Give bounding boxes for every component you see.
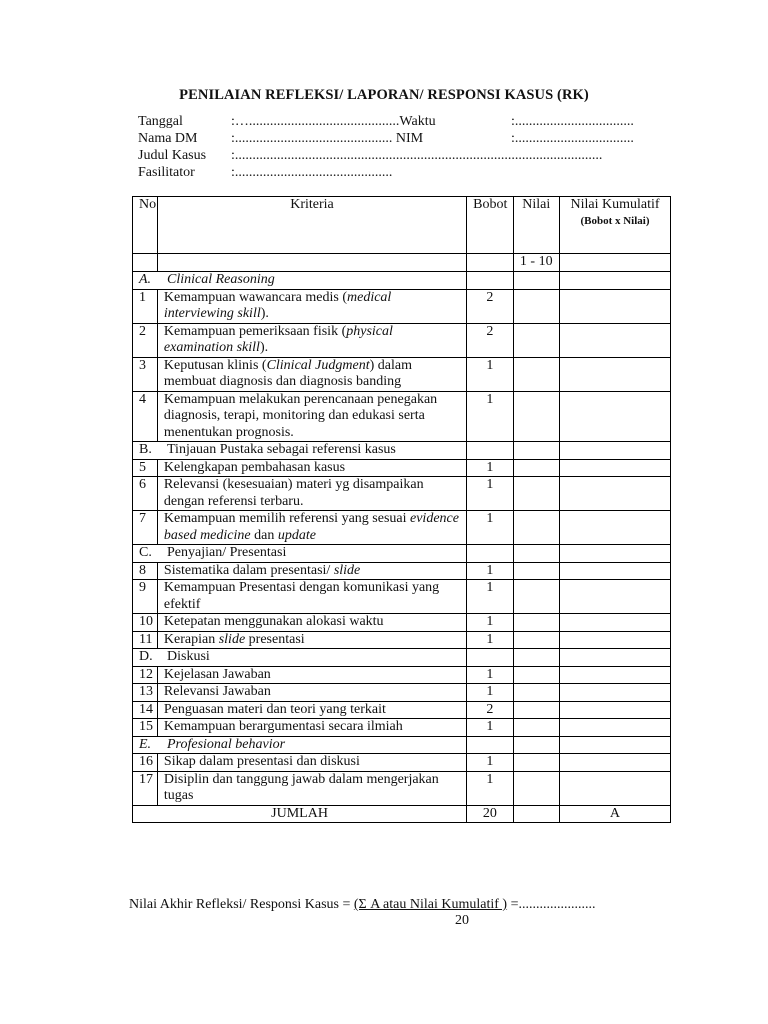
row-nilai-cell[interactable] bbox=[513, 391, 559, 442]
row-no: 9 bbox=[133, 580, 158, 614]
row-kriteria: Sistematika dalam presentasi/ slide bbox=[157, 562, 466, 580]
nama-label: Nama DM bbox=[138, 131, 198, 146]
row-kumulatif-cell[interactable] bbox=[559, 459, 670, 477]
row-kriteria: Kemampuan wawancara medis (medical interviewing skill). bbox=[157, 289, 466, 323]
row-no: 16 bbox=[133, 754, 158, 772]
row-kumulatif-cell[interactable] bbox=[559, 289, 670, 323]
range-cell-empty bbox=[157, 254, 466, 272]
table-row bbox=[133, 666, 671, 684]
assessment-table bbox=[132, 196, 671, 823]
fasilitator-field: :............................................. bbox=[231, 165, 393, 180]
row-bobot: 1 bbox=[467, 357, 513, 391]
nama-field: :............................................. NIM bbox=[231, 131, 424, 146]
row-nilai-cell[interactable] bbox=[513, 459, 559, 477]
row-bobot: 1 bbox=[467, 562, 513, 580]
range-cell-empty bbox=[133, 254, 158, 272]
row-kriteria: Disiplin dan tanggung jawab dalam mengerjakan tugas bbox=[157, 771, 466, 805]
row-kumulatif-cell[interactable] bbox=[559, 477, 670, 511]
table-row bbox=[133, 684, 671, 702]
row-nilai-cell[interactable] bbox=[513, 754, 559, 772]
row-kriteria: Relevansi (kesesuaian) materi yg disampaikan dengan referensi terbaru. bbox=[157, 477, 466, 511]
row-kumulatif-cell[interactable] bbox=[559, 771, 670, 805]
row-bobot: 1 bbox=[467, 614, 513, 632]
fasilitator-label: Fasilitator bbox=[138, 165, 195, 180]
header-kriteria: Kriteria bbox=[157, 197, 466, 254]
row-kriteria: Ketepatan menggunakan alokasi waktu bbox=[157, 614, 466, 632]
total-bobot: 20 bbox=[467, 805, 513, 823]
row-no: 17 bbox=[133, 771, 158, 805]
row-nilai-cell[interactable] bbox=[513, 562, 559, 580]
section-b-title: B. Tinjauan Pustaka sebagai referensi kasus bbox=[133, 442, 467, 460]
row-no: 11 bbox=[133, 631, 158, 649]
row-bobot: 1 bbox=[467, 771, 513, 805]
row-kumulatif-cell[interactable] bbox=[559, 666, 670, 684]
row-kriteria: Kemampuan berargumentasi secara ilmiah bbox=[157, 719, 466, 737]
table-row bbox=[133, 391, 671, 442]
section-e-title: E. Profesional behavior bbox=[133, 736, 467, 754]
total-kumulatif: A bbox=[559, 805, 670, 823]
row-bobot: 1 bbox=[467, 511, 513, 545]
table-row bbox=[133, 459, 671, 477]
table-row bbox=[133, 719, 671, 737]
fasilitator-row bbox=[138, 164, 658, 181]
row-no: 2 bbox=[133, 323, 158, 357]
table-row bbox=[133, 562, 671, 580]
table-row bbox=[133, 357, 671, 391]
row-nilai-cell[interactable] bbox=[513, 684, 559, 702]
final-score-numerator: (Σ A atau Nilai Kumulatif ) bbox=[353, 897, 508, 912]
total-row bbox=[133, 805, 671, 823]
row-kumulatif-cell[interactable] bbox=[559, 323, 670, 357]
table-header-row bbox=[133, 197, 671, 254]
header-nilai-kumulatif-sub: (Bobot x Nilai) bbox=[580, 214, 650, 227]
row-kumulatif-cell[interactable] bbox=[559, 580, 670, 614]
row-bobot: 1 bbox=[467, 666, 513, 684]
row-kumulatif-cell[interactable] bbox=[559, 614, 670, 632]
row-kumulatif-cell[interactable] bbox=[559, 357, 670, 391]
header-no: No bbox=[133, 197, 158, 254]
row-no: 13 bbox=[133, 684, 158, 702]
row-no: 6 bbox=[133, 477, 158, 511]
row-bobot: 1 bbox=[467, 631, 513, 649]
table-row bbox=[133, 511, 671, 545]
header-bobot: Bobot bbox=[467, 197, 513, 254]
row-bobot: 1 bbox=[467, 391, 513, 442]
row-kriteria: Relevansi Jawaban bbox=[157, 684, 466, 702]
table-row bbox=[133, 323, 671, 357]
judul-label: Judul Kasus bbox=[138, 148, 207, 163]
table-row bbox=[133, 477, 671, 511]
row-bobot: 1 bbox=[467, 477, 513, 511]
row-no: 10 bbox=[133, 614, 158, 632]
header-nilai: Nilai bbox=[513, 197, 559, 254]
row-kumulatif-cell[interactable] bbox=[559, 511, 670, 545]
row-nilai-cell[interactable] bbox=[513, 631, 559, 649]
row-bobot: 1 bbox=[467, 580, 513, 614]
row-kriteria: Kerapian slide presentasi bbox=[157, 631, 466, 649]
table-row bbox=[133, 580, 671, 614]
row-bobot: 2 bbox=[467, 289, 513, 323]
tanggal-field: :…...........................................Waktu bbox=[231, 114, 436, 129]
row-nilai-cell[interactable] bbox=[513, 666, 559, 684]
row-no: 8 bbox=[133, 562, 158, 580]
row-kriteria: Kemampuan melakukan perencanaan penegakan diagnosis, terapi, monitoring dan edukasi serta menentukan prognosis. bbox=[157, 391, 466, 442]
final-score-prefix: Nilai Akhir Refleksi/ Responsi Kasus = bbox=[129, 897, 354, 912]
row-bobot: 2 bbox=[467, 323, 513, 357]
row-no: 12 bbox=[133, 666, 158, 684]
row-nilai-cell[interactable] bbox=[513, 289, 559, 323]
row-kumulatif-cell[interactable] bbox=[559, 684, 670, 702]
row-no: 7 bbox=[133, 511, 158, 545]
section-row-d bbox=[133, 649, 671, 667]
judul-row bbox=[138, 147, 658, 164]
row-bobot: 1 bbox=[467, 684, 513, 702]
waktu-field: :.................................. bbox=[511, 114, 634, 129]
total-label: JUMLAH bbox=[133, 805, 467, 823]
row-no: 15 bbox=[133, 719, 158, 737]
section-row-b bbox=[133, 442, 671, 460]
row-kumulatif-cell[interactable] bbox=[559, 391, 670, 442]
document-title: PENILAIAN REFLEKSI/ LAPORAN/ RESPONSI KASUS (RK) bbox=[179, 87, 589, 103]
row-no: 3 bbox=[133, 357, 158, 391]
final-score-denominator: 20 bbox=[455, 913, 469, 928]
row-bobot: 1 bbox=[467, 754, 513, 772]
row-bobot: 1 bbox=[467, 459, 513, 477]
section-row-e bbox=[133, 736, 671, 754]
table-row bbox=[133, 631, 671, 649]
range-cell-empty bbox=[559, 254, 670, 272]
judul-field: :......................................................................................................... bbox=[231, 148, 603, 163]
identity-fields bbox=[138, 113, 658, 181]
nilai-range: 1 - 10 bbox=[513, 254, 559, 272]
row-kriteria: Penguasan materi dan teori yang terkait bbox=[157, 701, 466, 719]
section-d-title: D. Diskusi bbox=[133, 649, 467, 667]
table-row bbox=[133, 771, 671, 805]
row-nilai-cell[interactable] bbox=[513, 477, 559, 511]
range-cell-empty bbox=[467, 254, 513, 272]
row-kumulatif-cell[interactable] bbox=[559, 754, 670, 772]
row-no: 5 bbox=[133, 459, 158, 477]
tanggal-row bbox=[138, 113, 658, 130]
row-bobot: 2 bbox=[467, 701, 513, 719]
row-bobot: 1 bbox=[467, 719, 513, 737]
row-kriteria: Kemampuan Presentasi dengan komunikasi yang efektif bbox=[157, 580, 466, 614]
table-row bbox=[133, 701, 671, 719]
row-kumulatif-cell[interactable] bbox=[559, 631, 670, 649]
row-no: 1 bbox=[133, 289, 158, 323]
row-nilai-cell[interactable] bbox=[513, 701, 559, 719]
row-no: 4 bbox=[133, 391, 158, 442]
section-row-a bbox=[133, 272, 671, 290]
row-no: 14 bbox=[133, 701, 158, 719]
row-kumulatif-cell[interactable] bbox=[559, 562, 670, 580]
table-row bbox=[133, 614, 671, 632]
row-nilai-cell[interactable] bbox=[513, 719, 559, 737]
row-kriteria: Sikap dalam presentasi dan diskusi bbox=[157, 754, 466, 772]
row-kriteria: Kejelasan Jawaban bbox=[157, 666, 466, 684]
final-score-formula bbox=[129, 897, 595, 913]
row-kumulatif-cell[interactable] bbox=[559, 701, 670, 719]
row-kriteria: Kelengkapan pembahasan kasus bbox=[157, 459, 466, 477]
total-nilai-cell bbox=[513, 805, 559, 823]
row-nilai-cell[interactable] bbox=[513, 580, 559, 614]
row-kumulatif-cell[interactable] bbox=[559, 719, 670, 737]
tanggal-label: Tanggal bbox=[138, 114, 183, 129]
final-score-suffix: =...................... bbox=[507, 897, 596, 912]
section-c-title: C. Penyajian/ Presentasi bbox=[133, 545, 467, 563]
range-row bbox=[133, 254, 671, 272]
row-nilai-cell[interactable] bbox=[513, 614, 559, 632]
header-nilai-kumulatif bbox=[559, 197, 670, 254]
row-kriteria: Kemampuan memilih referensi yang sesuai evidence based medicine dan update bbox=[157, 511, 466, 545]
row-kriteria: Keputusan klinis (Clinical Judgment) dalam membuat diagnosis dan diagnosis banding bbox=[157, 357, 466, 391]
row-nilai-cell[interactable] bbox=[513, 511, 559, 545]
row-nilai-cell[interactable] bbox=[513, 771, 559, 805]
table-row bbox=[133, 289, 671, 323]
nim-field: :.................................. bbox=[511, 131, 634, 146]
section-a-title: A. Clinical Reasoning bbox=[133, 272, 467, 290]
table-row bbox=[133, 754, 671, 772]
row-nilai-cell[interactable] bbox=[513, 357, 559, 391]
section-row-c bbox=[133, 545, 671, 563]
header-nilai-kumulatif-label: Nilai Kumulatif bbox=[570, 197, 660, 212]
nama-row bbox=[138, 130, 658, 147]
row-nilai-cell[interactable] bbox=[513, 323, 559, 357]
row-kriteria: Kemampuan pemeriksaan fisik (physical examination skill). bbox=[157, 323, 466, 357]
